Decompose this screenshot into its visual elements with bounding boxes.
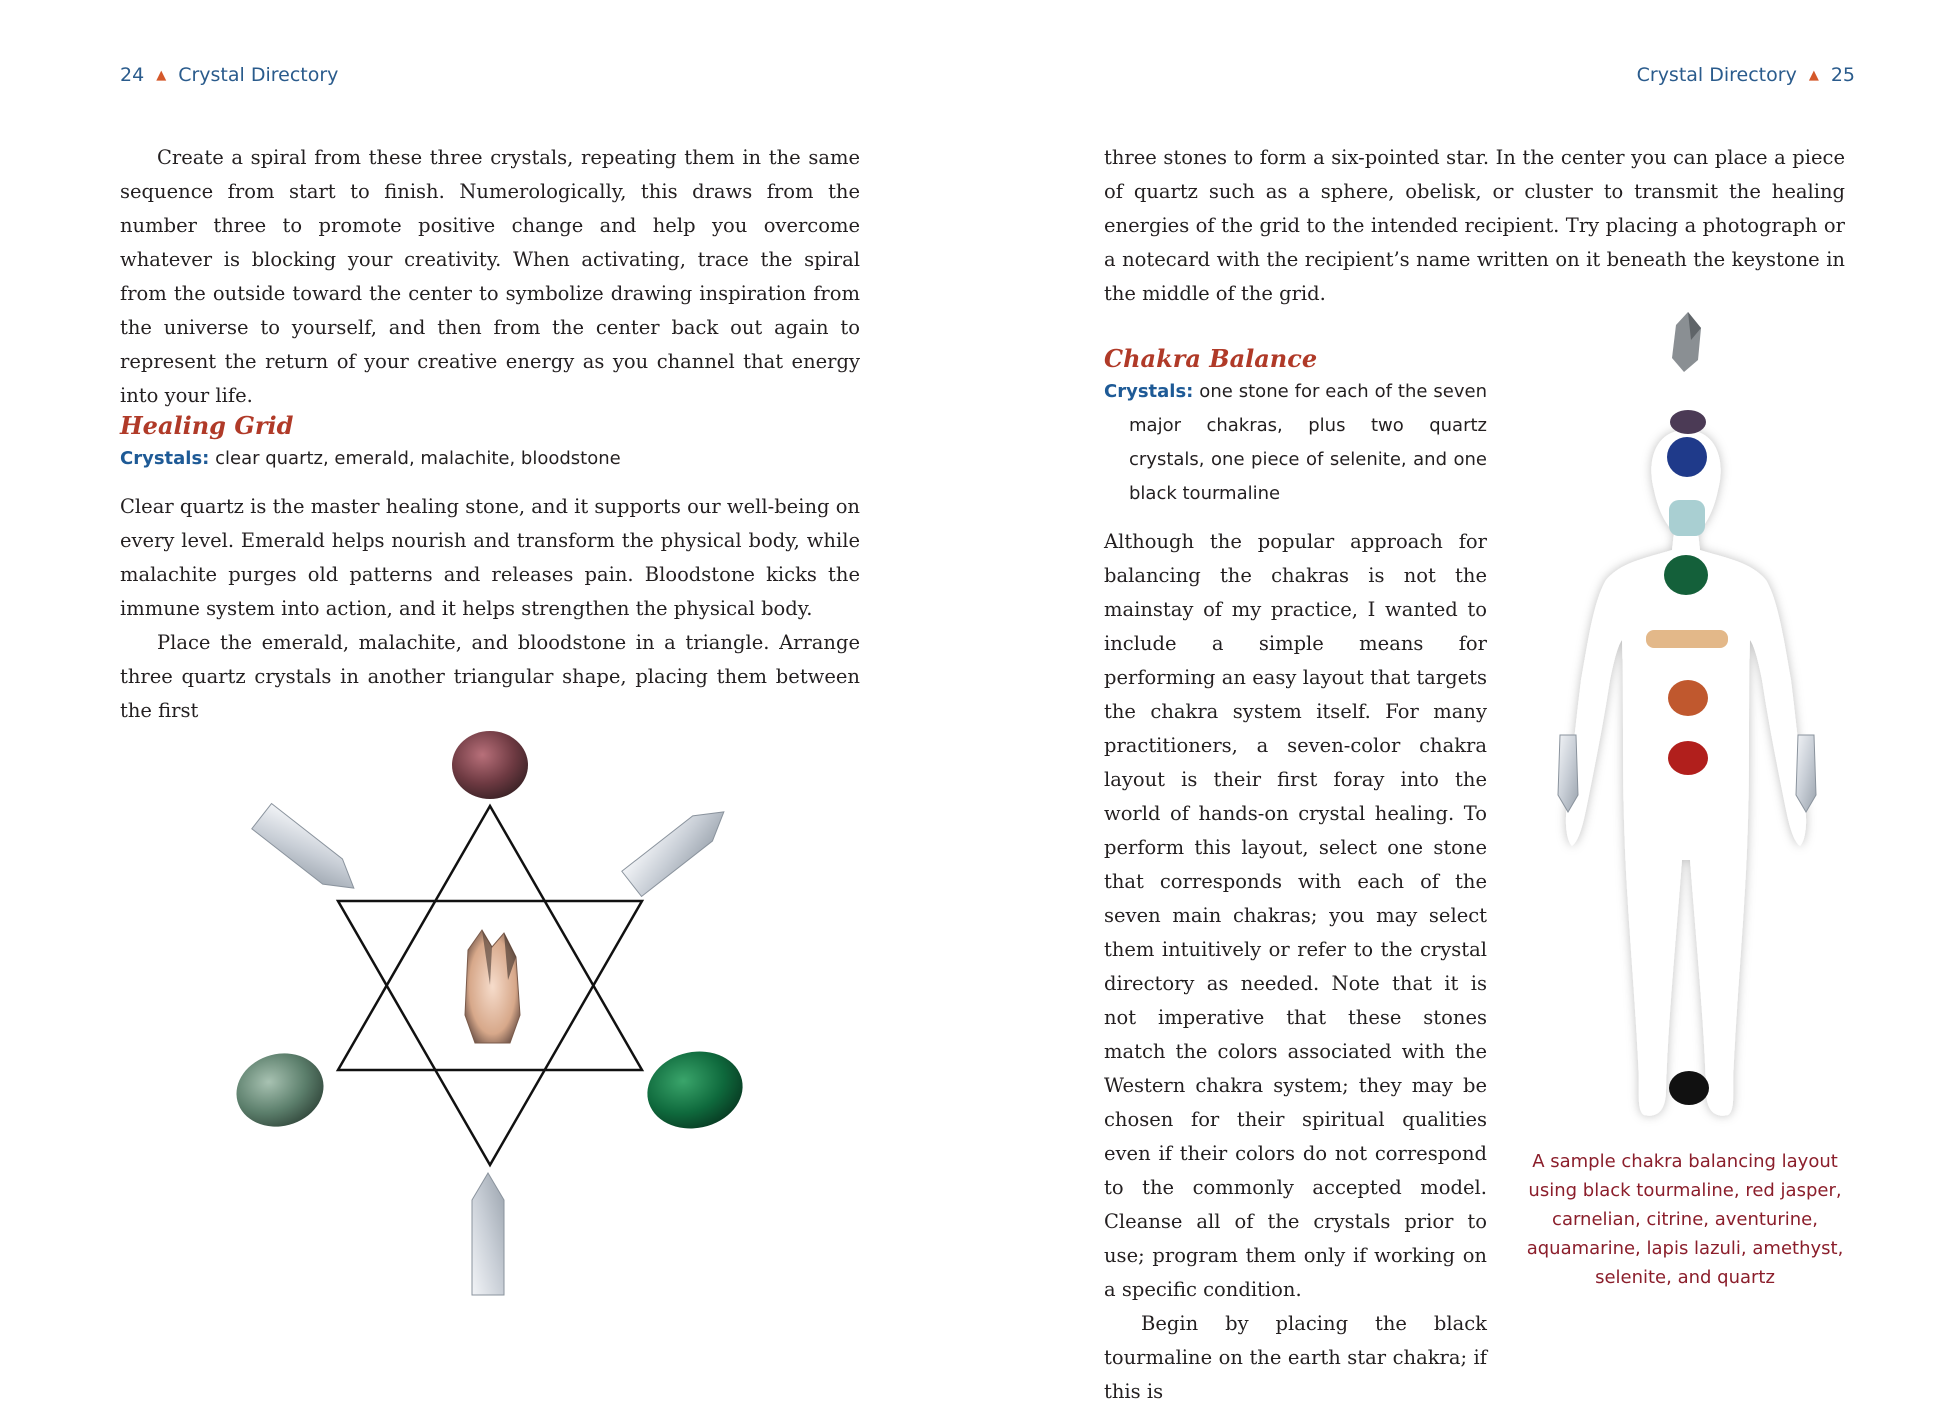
aventurine-stone xyxy=(1664,555,1708,595)
triangle-marker-icon: ▲ xyxy=(156,67,167,83)
running-head-right xyxy=(1637,64,1855,86)
section-title: Chakra Balance xyxy=(1104,344,1318,373)
aquamarine-stone xyxy=(1669,500,1705,536)
body-paragraph: Clear quartz is the master healing stone, and it supports our well-being on every level. Emerald helps nourish and transform the physical body, while malachite purges old patterns and releases pain. Bloodstone kicks the immune system into action, and it helps strengthen the physical body. xyxy=(120,495,860,620)
running-title: Crystal Directory xyxy=(178,64,339,86)
malachite-stone xyxy=(640,1043,750,1137)
running-head-left xyxy=(120,64,338,86)
body-paragraph: Begin by placing the black tourmaline on the earth star chakra; if this is xyxy=(1104,1312,1487,1403)
bloodstone-stone xyxy=(452,731,528,799)
citrine-stone xyxy=(1646,630,1728,648)
intro-text xyxy=(120,141,860,413)
red-jasper-stone xyxy=(1668,741,1708,775)
lapis-lazuli-stone xyxy=(1667,437,1707,477)
continued-text xyxy=(1104,141,1845,311)
quartz-crown-cluster xyxy=(1672,312,1701,372)
emerald-stone xyxy=(228,1044,332,1136)
body-paragraph: Although the popular approach for balancing the chakras is not the mainstay of my practice, I wanted to include a simple means for performing an easy layout that targets the chakra system itself. For many practitioners, a seven-color chakra layout is their first foray into the world of hands-on crystal healing. To perform this layout, select one stone that corresponds with each of the seven main chakras; you may select them intuitively or refer to the crystal directory as needed. Note that it is not imperative that these stones match the colors associated with the Western chakra system; they may be chosen for their spiritual qualities even if their colors do not correspond to the commonly accepted model. Cleanse all of the crystals prior to use; program them only if working on a specific condition. xyxy=(1104,530,1487,1301)
amethyst-stone xyxy=(1670,410,1706,434)
crystals-line xyxy=(1104,375,1487,511)
quartz-crystal xyxy=(472,1173,504,1295)
quartz-crystal xyxy=(622,799,734,896)
healing-grid-illustration xyxy=(220,725,760,1300)
page-number: 24 xyxy=(120,64,145,86)
crystals-line xyxy=(120,442,860,476)
crystals-label: Crystals: xyxy=(120,448,210,469)
body-paragraph: Place the emerald, malachite, and bloodstone in a triangle. Arrange three quartz crystals in another triangular shape, placing them between the first xyxy=(120,631,860,722)
triangle-marker-icon: ▲ xyxy=(1808,67,1819,83)
quartz-crystal-right-hand xyxy=(1796,735,1816,812)
center-quartz-cluster xyxy=(465,930,520,1043)
figure-caption: A sample chakra balancing layout using black tourmaline, red jasper, carnelian, citrine, aventurine, aquamarine, lapis lazuli, amethyst, selenite, and quartz xyxy=(1526,1151,1844,1288)
page-number: 25 xyxy=(1830,64,1855,86)
chakra-balance-section xyxy=(1104,343,1487,1409)
running-title: Crystal Directory xyxy=(1636,64,1797,86)
intro-paragraph: Create a spiral from these three crystals, repeating them in the same sequence from start to finish. Numerologically, this draws from the number three to promote positive change and help you overcome whatever is blocking your creativity. When activating, trace the spiral from the outside toward the center to symbolize drawing inspiration from the universe to yourself, and then from the center back out again to represent the return of your creative energy as you channel that energy into your life. xyxy=(120,146,860,407)
crystals-list: clear quartz, emerald, malachite, bloodstone xyxy=(209,448,621,469)
crystals-label: Crystals: xyxy=(1104,381,1194,402)
left-page xyxy=(0,0,976,1400)
section-title: Healing Grid xyxy=(120,411,294,440)
chakra-layout-illustration xyxy=(1506,300,1866,1135)
healing-grid-section xyxy=(120,410,860,728)
right-page xyxy=(976,0,1953,1403)
continued-paragraph: three stones to form a six-pointed star. In the center you can place a piece of quartz such as a sphere, obelisk, or cluster to transmit the healing energies of the grid to the intended recipient. Try placing a photograph or a notecard with the recipient’s name written on it beneath the keystone in the middle of the grid. xyxy=(1104,146,1845,305)
crystals-list: one stone for each of the seven major chakras, plus two quartz crystals, one piece of selenite, and one black tourmaline xyxy=(1129,381,1487,504)
carnelian-stone xyxy=(1668,680,1708,716)
quartz-crystal xyxy=(252,804,364,901)
black-tourmaline-stone xyxy=(1669,1071,1709,1105)
quartz-crystal-left-hand xyxy=(1558,735,1578,812)
